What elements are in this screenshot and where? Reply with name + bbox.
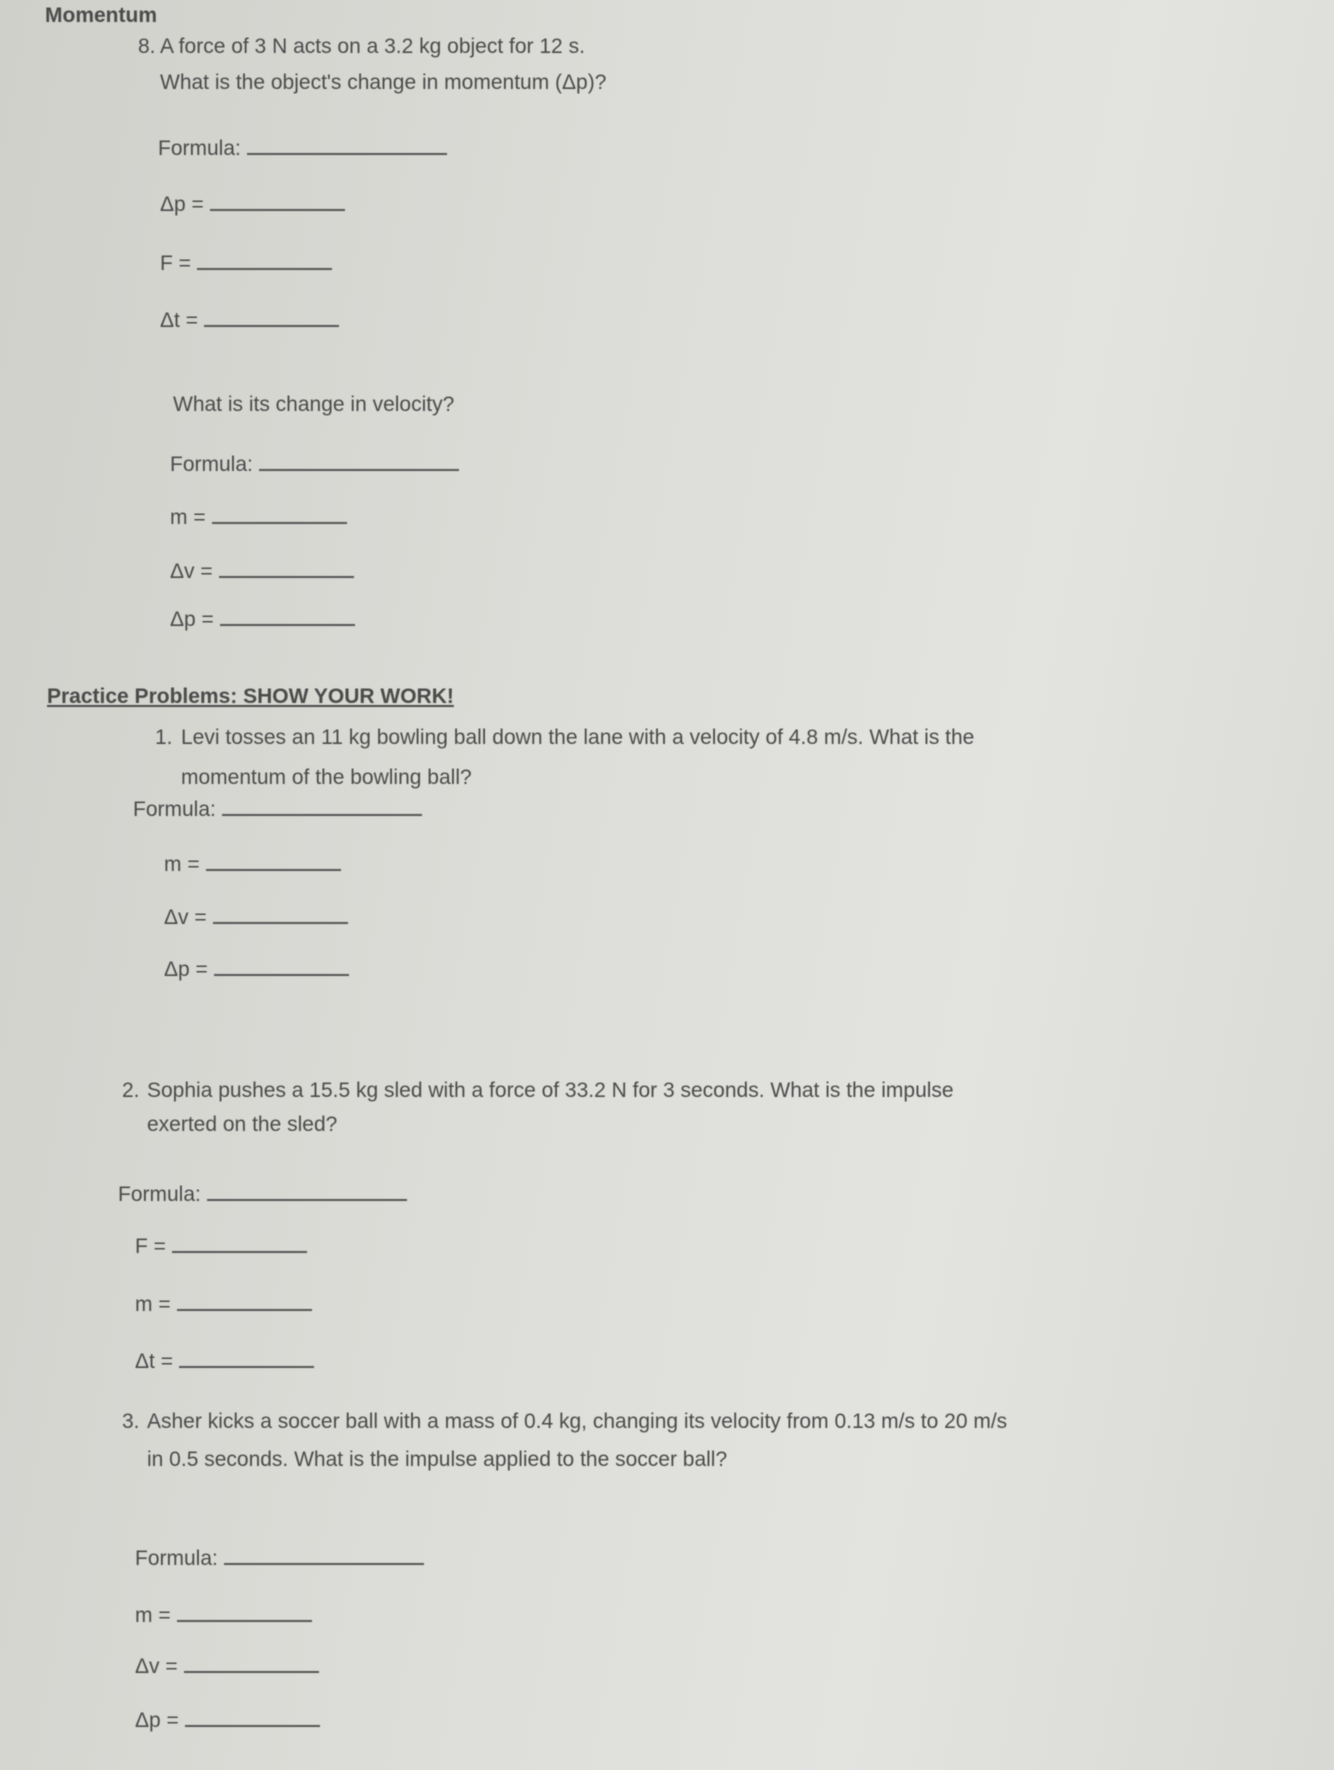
field-label: m = — [170, 506, 206, 529]
problem-text: Asher kicks a soccer ball with a mass of 0.4 kg, changing its velocity from 0.13 m/s to 20 m/s — [147, 1410, 1008, 1433]
answer-blank[interactable] — [214, 973, 349, 976]
worksheet-title: Momentum — [45, 4, 157, 27]
answer-field[interactable] — [133, 798, 422, 822]
answer-blank[interactable] — [224, 1562, 424, 1565]
problem-number: 8. — [138, 35, 156, 58]
answer-blank[interactable] — [247, 152, 447, 155]
answer-field[interactable] — [160, 193, 345, 217]
question-text: What is its change in velocity? — [173, 393, 455, 416]
problem-text: in 0.5 seconds. What is the impulse applied to the soccer ball? — [147, 1448, 728, 1471]
field-label: m = — [164, 853, 200, 876]
field-label: Formula: — [135, 1547, 218, 1570]
field-label: Δp = — [160, 193, 204, 216]
problem-number: 3. — [122, 1410, 140, 1433]
answer-blank[interactable] — [213, 921, 348, 924]
answer-field[interactable] — [135, 1604, 312, 1628]
field-label: Δv = — [170, 560, 213, 583]
answer-blank[interactable] — [177, 1308, 312, 1311]
problem-text: A force of 3 N acts on a 3.2 kg object for 12 s. — [160, 35, 585, 58]
field-label: Δt = — [160, 309, 198, 332]
answer-field[interactable] — [164, 853, 341, 877]
answer-field[interactable] — [135, 1709, 320, 1733]
field-label: Formula: — [158, 137, 241, 160]
answer-blank[interactable] — [207, 1198, 407, 1201]
section-heading: Practice Problems: SHOW YOUR WORK! — [47, 685, 454, 708]
field-label: m = — [135, 1604, 171, 1627]
answer-blank[interactable] — [172, 1250, 307, 1253]
field-label: Δv = — [135, 1655, 178, 1678]
answer-blank[interactable] — [222, 813, 422, 816]
answer-blank[interactable] — [219, 575, 354, 578]
answer-blank[interactable] — [184, 1670, 319, 1673]
field-label: Formula: — [118, 1183, 201, 1206]
field-label: Δp = — [135, 1709, 179, 1732]
answer-blank[interactable] — [197, 267, 332, 270]
field-label: Δp = — [170, 608, 214, 631]
answer-field[interactable] — [160, 252, 332, 276]
answer-field[interactable] — [164, 906, 348, 930]
answer-blank[interactable] — [220, 623, 355, 626]
problem-text: Sophia pushes a 15.5 kg sled with a force of 33.2 N for 3 seconds. What is the impulse — [147, 1079, 954, 1102]
problem-text: What is the object's change in momentum (Δp)? — [160, 71, 607, 94]
answer-blank[interactable] — [210, 208, 345, 211]
answer-blank[interactable] — [259, 468, 459, 471]
field-label: F = — [160, 252, 191, 275]
answer-field[interactable] — [118, 1183, 407, 1207]
field-label: Δp = — [164, 958, 208, 981]
problem-number: 2. — [122, 1079, 140, 1102]
problem-text: Levi tosses an 11 kg bowling ball down the lane with a velocity of 4.8 m/s. What is the — [181, 726, 975, 749]
problem-number: 1. — [155, 726, 173, 749]
answer-field[interactable] — [170, 560, 354, 584]
answer-field[interactable] — [170, 453, 459, 477]
answer-blank[interactable] — [204, 324, 339, 327]
field-label: Formula: — [133, 798, 216, 821]
answer-field[interactable] — [158, 137, 447, 161]
answer-blank[interactable] — [185, 1724, 320, 1727]
answer-field[interactable] — [164, 958, 349, 982]
answer-blank[interactable] — [206, 868, 341, 871]
answer-field[interactable] — [135, 1235, 307, 1259]
answer-field[interactable] — [135, 1655, 319, 1679]
problem-text: momentum of the bowling ball? — [181, 766, 472, 789]
field-label: Δt = — [135, 1350, 173, 1373]
answer-blank[interactable] — [177, 1619, 312, 1622]
answer-field[interactable] — [170, 506, 347, 530]
answer-blank[interactable] — [212, 521, 347, 524]
field-label: F = — [135, 1235, 166, 1258]
answer-field[interactable] — [160, 309, 339, 333]
field-label: Δv = — [164, 906, 207, 929]
answer-blank[interactable] — [179, 1365, 314, 1368]
answer-field[interactable] — [135, 1293, 312, 1317]
field-label: m = — [135, 1293, 171, 1316]
problem-text: exerted on the sled? — [147, 1113, 338, 1136]
answer-field[interactable] — [170, 608, 355, 632]
field-label: Formula: — [170, 453, 253, 476]
answer-field[interactable] — [135, 1350, 314, 1374]
answer-field[interactable] — [135, 1547, 424, 1571]
